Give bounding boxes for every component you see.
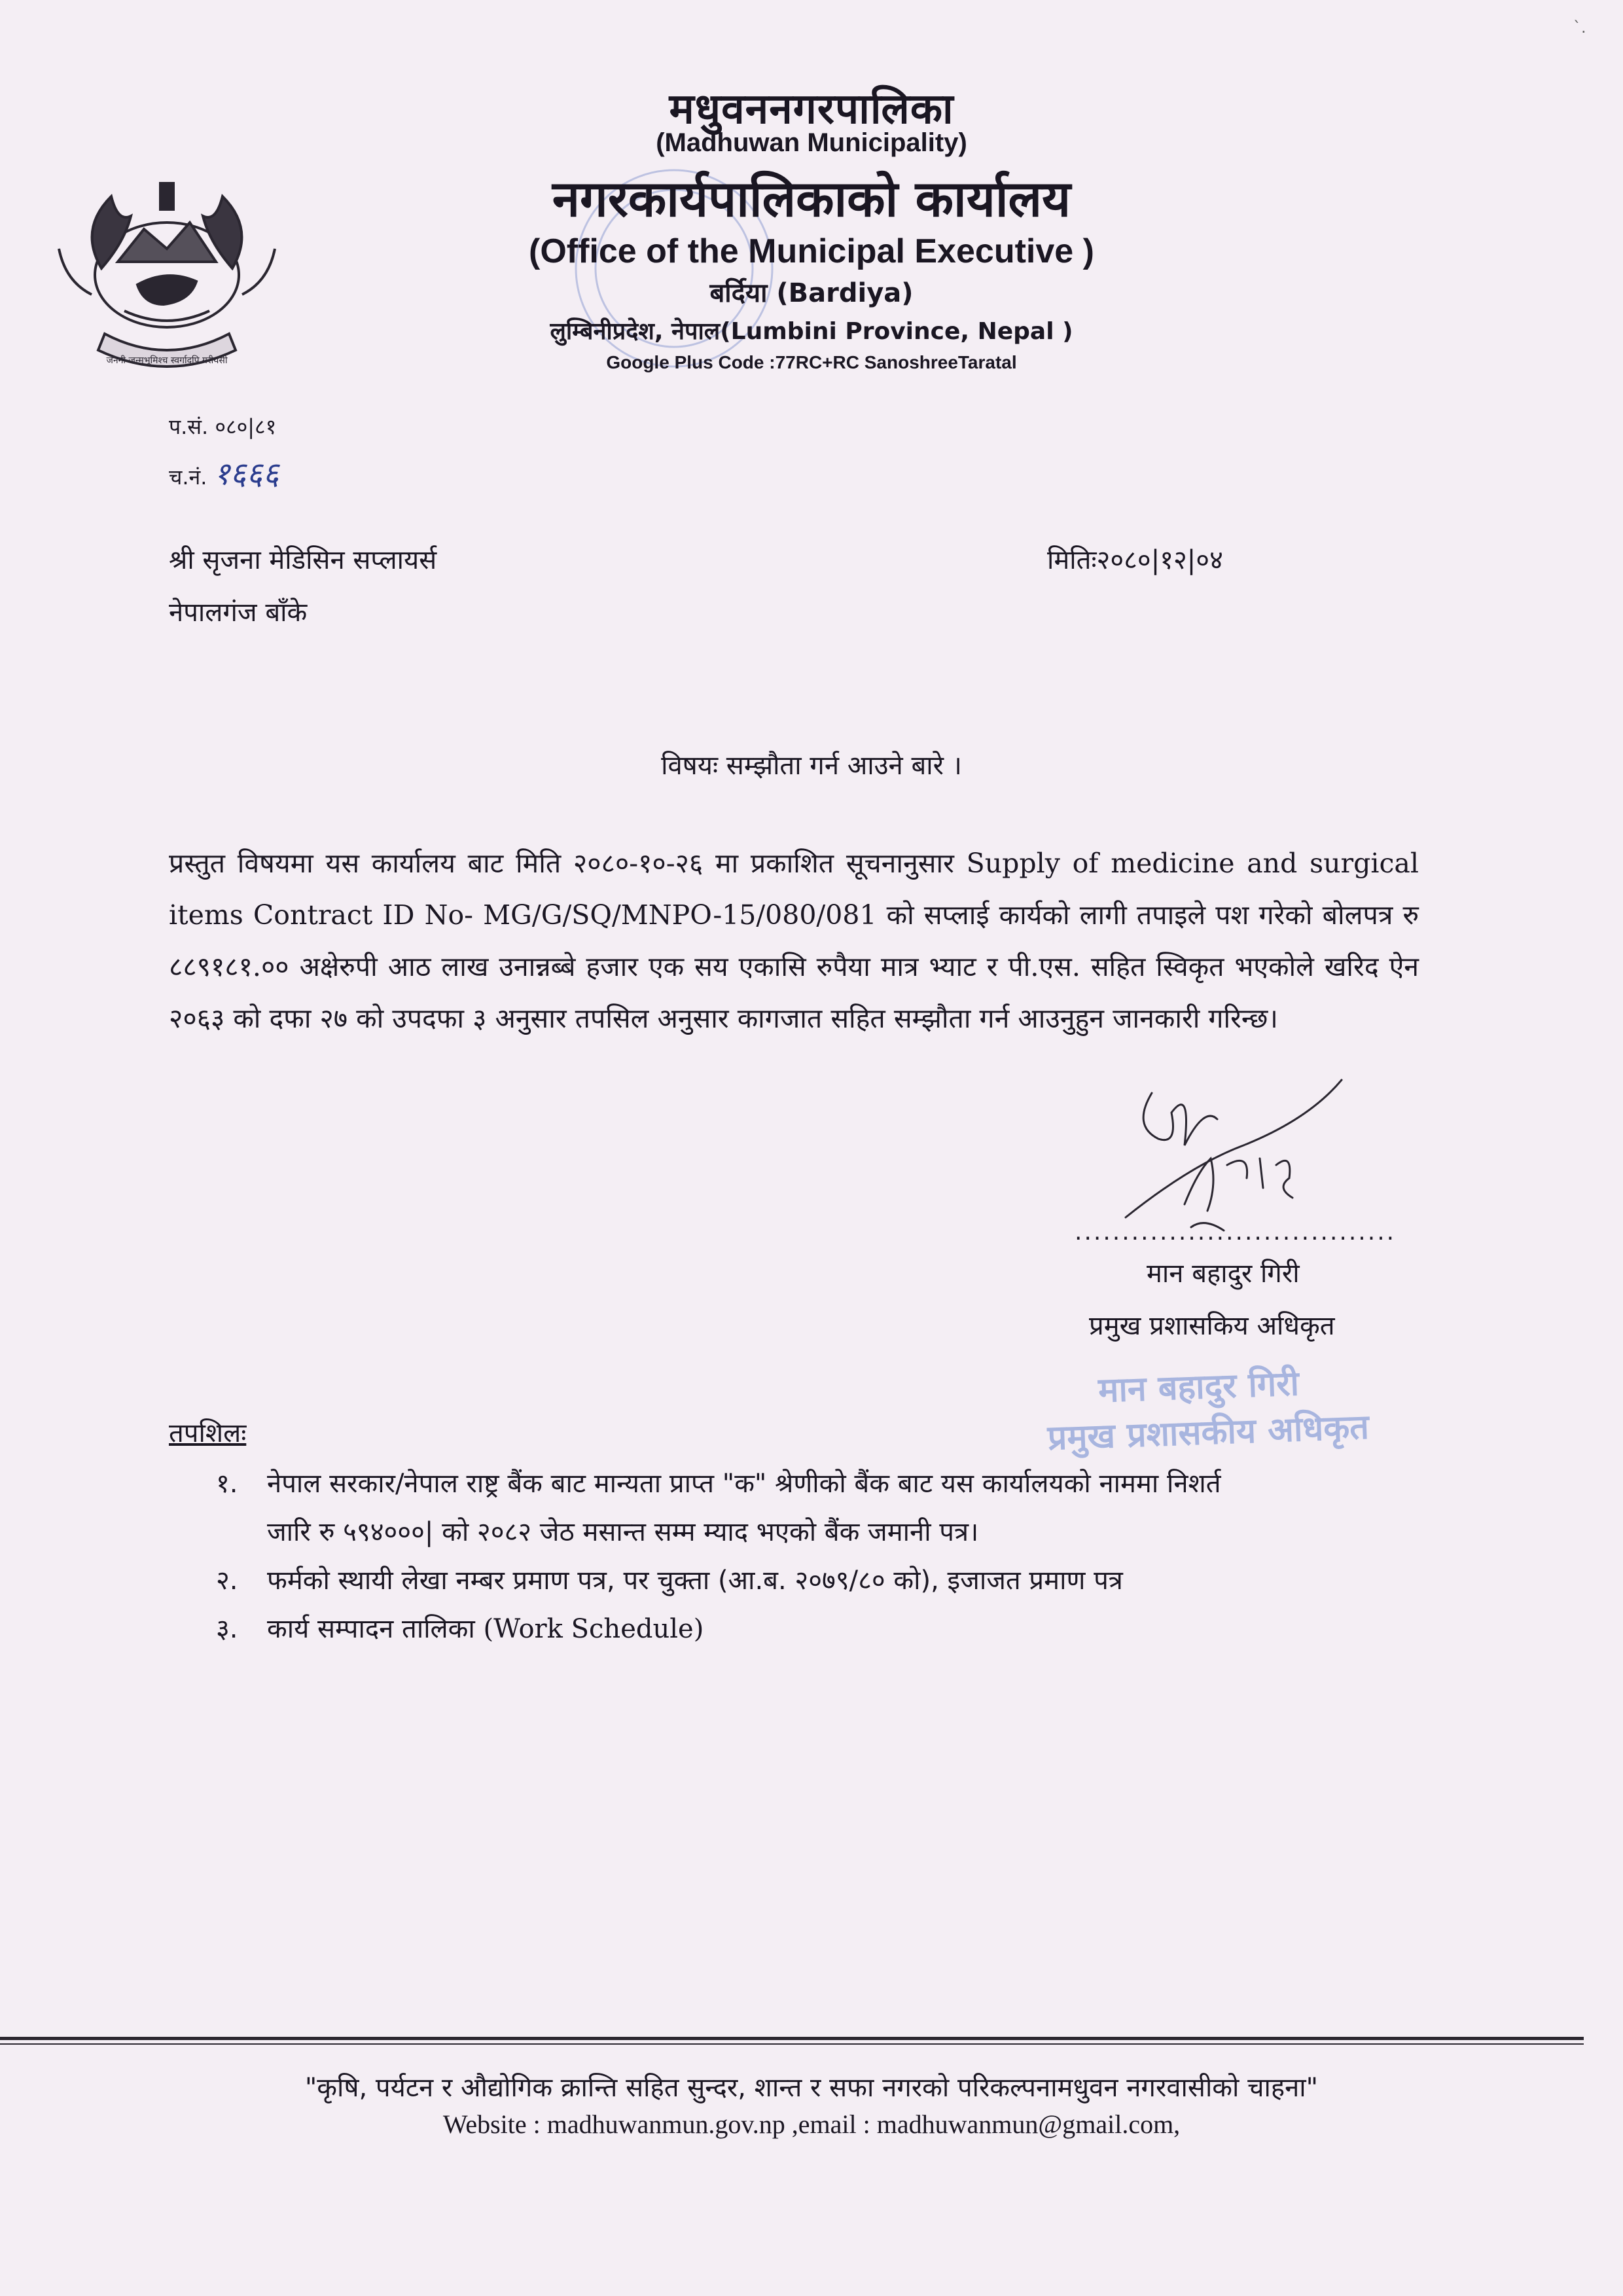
chalani-label: च.नं.	[169, 465, 207, 490]
chalani-value: १६६६	[213, 456, 279, 492]
office-name-en: (Office of the Municipal Executive )	[529, 232, 1094, 270]
list-item-text: फर्मको स्थायी लेखा नम्बर प्रमाण पत्र, पर चुक्ता (आ.ब. २०७९/८० को), इजाजत प्रमाण पत्र	[267, 1566, 1123, 1596]
list-item	[169, 1460, 1419, 1556]
handwritten-signature-icon	[1113, 1067, 1400, 1244]
enclosures-title: तपशिलः	[169, 1418, 247, 1448]
patra-sankhya: प.सं. ०८०|८१	[169, 414, 277, 439]
list-item-text-cont: जारि रु ५९४०००| को २०८२ जेठ मसान्त सम्म म्याद भएको बैंक जमानी पत्र।	[267, 1517, 979, 1547]
municipality-name-np: मधुवननगरपालिका	[669, 85, 954, 134]
letter-body: प्रस्तुत विषयमा यस कार्यालय बाट मिति २०८०-१०-२६ मा प्रकाशित सूचनानुसार Supply of medicine and surgical items Contract ID No- MG/G/SQ/MNPO-15/080/081 को सप्लाई कार्यको लागी तपाइले पश गरेको बोलपत्र रु ८८९१८१.०० अक्षेरुपी आठ लाख उनान्नब्बे हजार एक सय एकासि रुपैया मात्र भ्याट र पी.एस. सहित स्विकृत भएकोले खरिद ऐन २०६३ को दफा २७ को उपदफा ३ अनुसार तपसिल अनुसार कागजात सहित सम्झौता गर्न आउनुहुन जानकारी गरिन्छ।	[169, 848, 1419, 1034]
municipality-name-en: (Madhuwan Municipality)	[656, 128, 967, 157]
corner-mark: `.	[1573, 18, 1586, 37]
signatory-title: प्रमुख प्रशासकिय अधिकृत	[1089, 1311, 1335, 1341]
footer-motto: "कृषि, पर्यटन र औद्योगिक क्रान्ति सहित सुन्दर, शान्त र सफा नगरको परिकल्पनामधुवन नगरवासीको चाहना"	[304, 2073, 1319, 2103]
signatory-name: मान बहादुर गिरी	[1147, 1259, 1300, 1289]
enclosures-list	[169, 1460, 1419, 1653]
recipient-name: श्री सृजना मेडिसिन सप्लायर्स	[169, 545, 437, 575]
google-plus-code: Google Plus Code :77RC+RC SanoshreeTaratal	[606, 352, 1017, 372]
list-item	[169, 1605, 1419, 1653]
stamp-name-line: मान बहादुर गिरी	[1097, 1364, 1300, 1410]
district: बर्दिया (Bardiya)	[709, 278, 914, 308]
recipient-address: नेपालगंज बाँके	[169, 598, 308, 628]
list-item-text: नेपाल सरकार/नेपाल राष्ट्र बैंक बाट मान्यता प्राप्त "क" श्रेणीको बैंक बाट यस कार्यालयको नाममा निशर्त	[267, 1469, 1221, 1499]
list-item-number: १.	[216, 1469, 238, 1499]
footer-contact: Website : madhuwanmun.gov.np ,email : madhuwanmun@gmail.com,	[442, 2109, 1181, 2139]
province: लुम्बिनीप्रदेश, नेपाल(Lumbini Province, Nepal )	[550, 318, 1073, 345]
list-item-number: ३.	[216, 1614, 238, 1644]
list-item-text: कार्य सम्पादन तालिका	[267, 1614, 475, 1644]
subject-line: विषयः सम्झौता गर्न आउने बारे ।	[661, 751, 962, 781]
list-item	[169, 1556, 1419, 1605]
emblem-caption: जननी जन्मभूमिश्च स्वर्गादपि गरीयसी	[106, 355, 228, 366]
letter-date: मितिः२०८०|१२|०४	[1047, 545, 1223, 575]
footer-divider-thin	[0, 2043, 1584, 2045]
chalani-number	[169, 452, 279, 494]
stamp-title-line: प्रमुख प्रशासकीय अधिकृत	[1046, 1407, 1370, 1458]
office-name-np: नगरकार्यपालिकाको कार्यालय	[552, 170, 1071, 228]
list-item-text-en: (Work Schedule)	[474, 1614, 704, 1644]
signature-line: ..................................	[1075, 1219, 1397, 1246]
footer-divider	[0, 2037, 1584, 2040]
list-item-number: २.	[216, 1566, 238, 1596]
